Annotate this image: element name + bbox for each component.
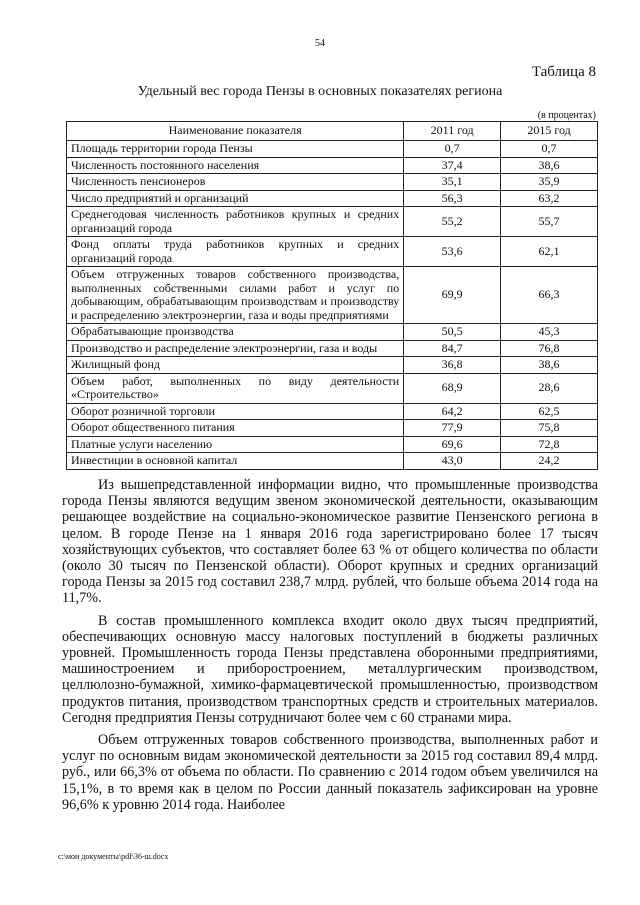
table-row [67, 237, 598, 267]
indicator-name-cell: Объем отгруженных товаров собственного производства, выполненных собственными силами работ и услуг по добывающим, обрабатывающим производствам и производству и распределению электроэнергии, газа и воды предприятиями [67, 267, 404, 324]
value-2015-cell: 45,3 [501, 324, 598, 341]
indicator-name-cell: Объем работ, выполненных по виду деятельности «Строительство» [67, 373, 404, 403]
value-2011-cell: 84,7 [404, 340, 501, 357]
indicator-name-cell: Оборот розничной торговли [67, 403, 404, 420]
indicator-name-cell: Численность пенсионеров [67, 174, 404, 191]
value-2015-cell: 38,6 [501, 157, 598, 174]
table-row [67, 141, 598, 158]
value-2015-cell: 75,8 [501, 420, 598, 437]
value-2015-cell: 72,8 [501, 436, 598, 453]
indicator-name-cell: Платные услуги населению [67, 436, 404, 453]
indicator-name-cell: Производство и распределение электроэнергии, газа и воды [67, 340, 404, 357]
paragraph: Из вышепредставленной информации видно, что промышленные производства города Пензы являются ведущим звеном экономической деятельности, оказывающим решающее воздействие на социально-экономическое развитие Пензенского региона в целом. В городе Пензе на 1 января 2016 года зарегистрировано более 17 тысяч хозяйствующих субъектов, что составляет более 63 % от общего количества по области (около 30 тысяч по Пензенской области). Оборот крупных и средних организаций города Пензы за 2015 год составил 238,7 млрд. рублей, что больше объема 2014 года на 11,7%. [62, 477, 598, 607]
value-2011-cell: 64,2 [404, 403, 501, 420]
value-2011-cell: 68,9 [404, 373, 501, 403]
indicator-name-cell: Среднегодовая численность работников крупных и средних организаций города [67, 207, 404, 237]
header-2011: 2011 год [404, 122, 501, 141]
header-indicator-name: Наименование показателя [67, 122, 404, 141]
table-row [67, 373, 598, 403]
value-2011-cell: 77,9 [404, 420, 501, 437]
table-row [67, 207, 598, 237]
value-2015-cell: 62,5 [501, 403, 598, 420]
body-text [62, 477, 598, 819]
table-row [67, 340, 598, 357]
table-row [67, 403, 598, 420]
footer-file-path: c:\мои документы\pdf\36-ш.docx [58, 852, 169, 861]
indicator-name-cell: Инвестиции в основной капитал [67, 453, 404, 470]
indicator-name-cell: Обрабатывающие производства [67, 324, 404, 341]
header-2015: 2015 год [501, 122, 598, 141]
table-body [67, 141, 598, 470]
value-2011-cell: 55,2 [404, 207, 501, 237]
value-2015-cell: 38,6 [501, 357, 598, 374]
indicator-name-cell: Число предприятий и организаций [67, 190, 404, 207]
table-title: Удельный вес города Пензы в основных показателях региона [137, 84, 503, 99]
table-row [67, 267, 598, 324]
value-2015-cell: 62,1 [501, 237, 598, 267]
value-2011-cell: 36,8 [404, 357, 501, 374]
value-2015-cell: 24,2 [501, 453, 598, 470]
value-2011-cell: 35,1 [404, 174, 501, 191]
value-2011-cell: 43,0 [404, 453, 501, 470]
value-2015-cell: 0,7 [501, 141, 598, 158]
table-row [67, 453, 598, 470]
table-row [67, 420, 598, 437]
indicator-name-cell: Площадь территории города Пензы [67, 141, 404, 158]
indicator-name-cell: Жилищный фонд [67, 357, 404, 374]
value-2011-cell: 56,3 [404, 190, 501, 207]
value-2011-cell: 50,5 [404, 324, 501, 341]
paragraph: Объем отгруженных товаров собственного производства, выполненных работ и услуг по основным видам экономической деятельности за 2015 год составил 89,4 млрд. руб., или 66,3% от объема по области. По сравнению с 2014 годом объем увеличился на 15,1%, в то время как в целом по России данный показатель зафиксирован на уровне 96,6% к уровню 2014 года. Наиболее [62, 732, 598, 813]
indicator-name-cell: Фонд оплаты труда работников крупных и средних организаций города [67, 237, 404, 267]
table-row [67, 174, 598, 191]
table-header-row [67, 122, 598, 141]
paragraph: В состав промышленного комплекса входит около двух тысяч предприятий, обеспечивающих основную массу налоговых поступлений в бюджеты различных уровней. Промышленность города Пензы представлена оборонными предприятиями, машиностроением и приборостроением, металлургическим производством, целлюлозно-бумажной, химико-фармацевтической промышленностью, производством продуктов питания, производством транспортных средств и строительных материалов. Сегодня предприятия Пензы сотрудничают более чем с 60 странами мира. [62, 612, 598, 726]
page-number: 54 [315, 38, 325, 49]
value-2011-cell: 0,7 [404, 141, 501, 158]
value-2015-cell: 76,8 [501, 340, 598, 357]
table-row [67, 324, 598, 341]
indicators-table [66, 121, 598, 470]
value-2011-cell: 69,9 [404, 267, 501, 324]
value-2015-cell: 66,3 [501, 267, 598, 324]
table-row [67, 190, 598, 207]
table-row [67, 357, 598, 374]
value-2011-cell: 69,6 [404, 436, 501, 453]
table-row [67, 436, 598, 453]
units-note: (в процентах) [537, 110, 596, 121]
value-2015-cell: 28,6 [501, 373, 598, 403]
value-2011-cell: 53,6 [404, 237, 501, 267]
value-2015-cell: 35,9 [501, 174, 598, 191]
indicator-name-cell: Численность постоянного населения [67, 157, 404, 174]
value-2011-cell: 37,4 [404, 157, 501, 174]
indicator-name-cell: Оборот общественного питания [67, 420, 404, 437]
table-row [67, 157, 598, 174]
value-2015-cell: 55,7 [501, 207, 598, 237]
value-2015-cell: 63,2 [501, 190, 598, 207]
table-label: Таблица 8 [531, 64, 596, 80]
